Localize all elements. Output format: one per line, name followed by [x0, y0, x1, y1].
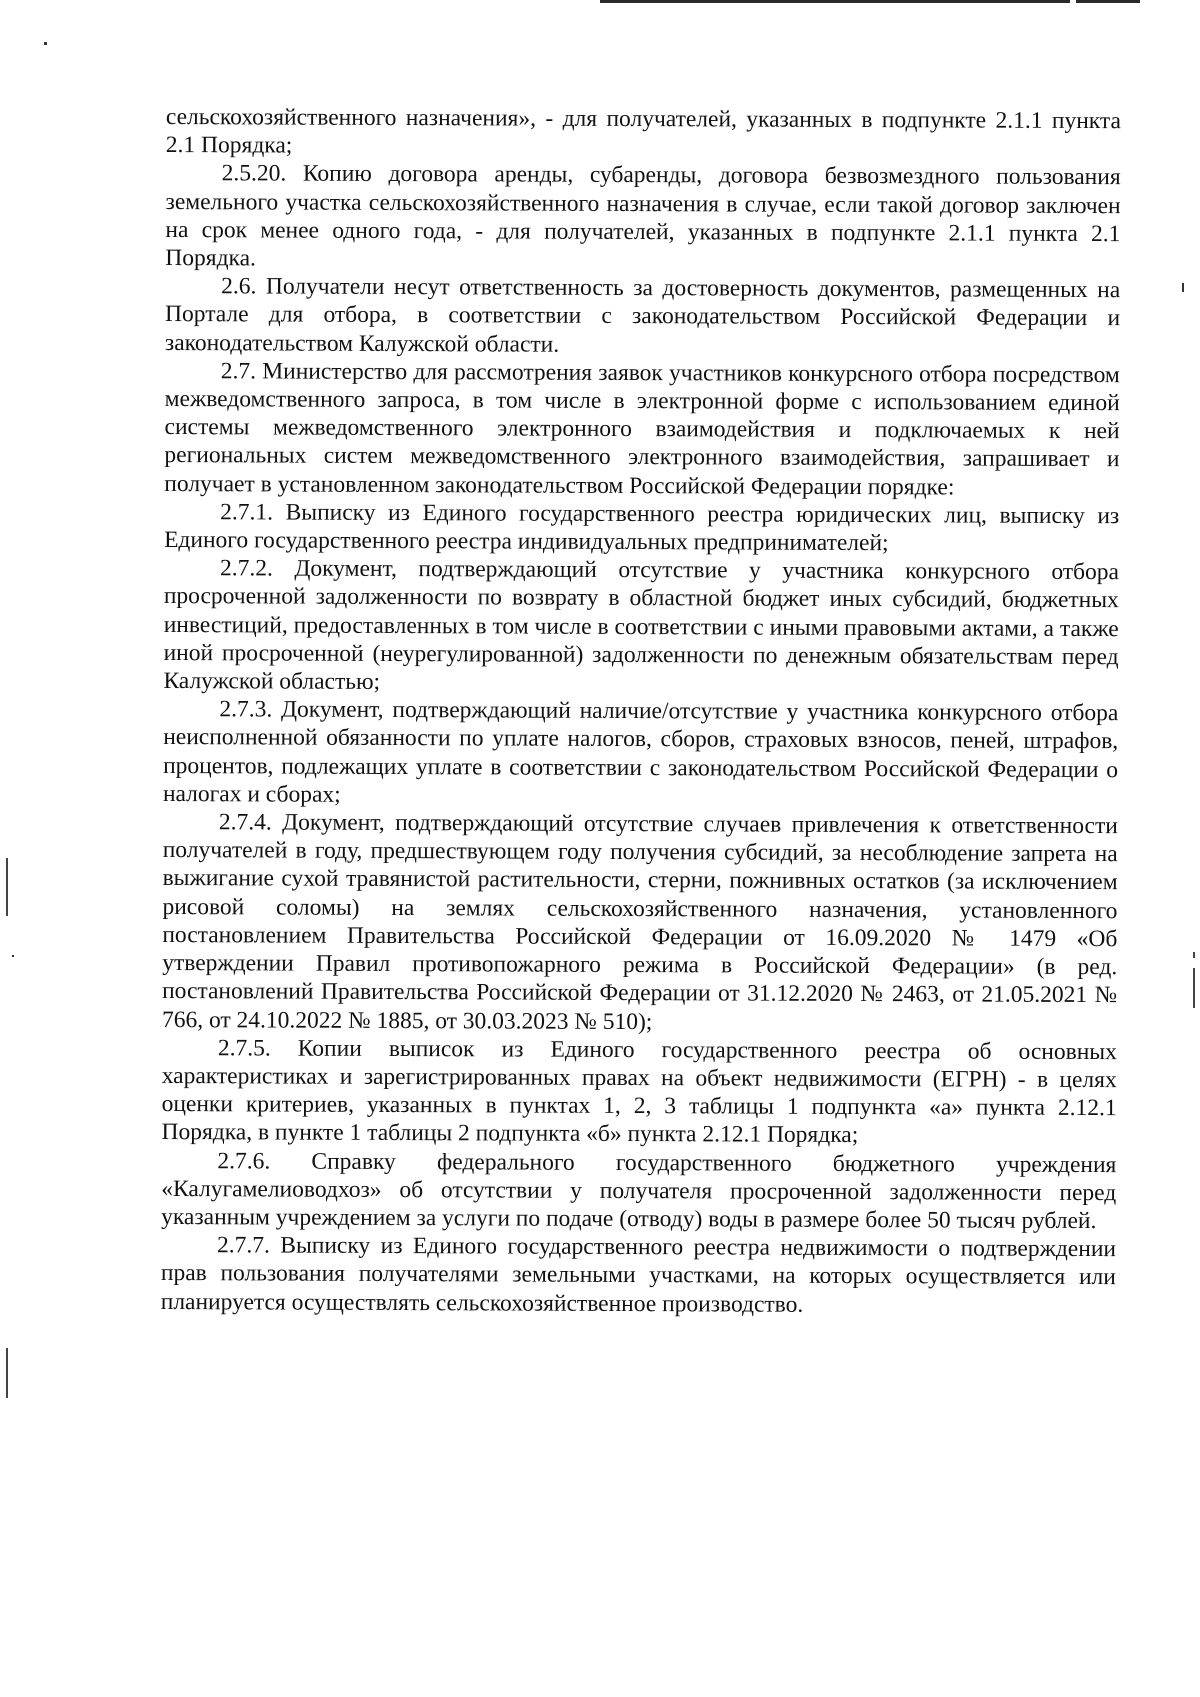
paragraph-2-7: 2.7. Министерство для рассмотрения заявок участников конкурсного отбора посредством межведомственного запроса, в том числе в электронной форме с использованием единой системы межведомственного электронного взаимодействия и подключаемых к ней региональных систем межведомственного электронного взаимодействия, запрашивает и получает в установленном законодательством Российской Федерации порядке: [164, 358, 1120, 501]
scan-margin-mark [6, 1348, 8, 1398]
paragraph-2-6: 2.6. Получатели несут ответственность за достоверность документов, размещенных на Портале для отбора, в соответствии с законодательством Российской Федерации и законодательством Калужской области. [164, 273, 1121, 358]
paragraph-continuation: сельскохозяйственного назначения», - для получателей, указанных в подпункте 2.1.1 пункта 2.1 Порядка; [165, 103, 1121, 159]
scan-margin-mark [1193, 968, 1195, 1008]
scan-speck [12, 955, 14, 957]
scan-speck [1182, 283, 1184, 292]
paragraph-2-7-7: 2.7.7. Выписку из Единого государственного реестра недвижимости о подтверждении прав пользования получателями земельными участками, на которых осуществляется или планируется осуществлять сельскохозяйственное производство. [160, 1232, 1117, 1318]
scan-top-edge-rule [600, 0, 1140, 3]
scan-speck [44, 42, 47, 45]
paragraph-2-7-6: 2.7.6. Справку федерального государственного бюджетного учреждения «Калугамелиоводхоз» об отсутствии у получателя просроченной задолженности перед указанным учреждением за услуги по подаче (отводу) воды в размере более 50 тысяч рублей. [161, 1147, 1117, 1234]
paragraph-2-5-20: 2.5.20. Копию договора аренды, субаренды, договора безвозмездного пользования земельного участка сельскохозяйственного назначения в случае, если такой договор заключен на срок менее одного года, - для получателей, указанных в подпункте 2.1.1 пункта 2.1 Порядка. [165, 160, 1121, 272]
paragraph-2-7-4: 2.7.4. Документ, подтверждающий отсутствие случаев привлечения к ответственности получателей в году, предшествующем году получения субсидий, за несоблюдение запрета на выжигание сухой травянистой растительности, стерни, пожнивных остатков (за исключением рисовой соломы) на землях сельскохозяйственного назначения, установленного постановлением Правительства Российской Федерации от 16.09.2020 № 1479 «Об утверждении Правил противопожарного режима в Российской Федерации» (в ред. постановлений Правительства Российской Федерации от 31.12.2020 № 2463, от 21.05.2021 № 766, от 24.10.2022 № 1885, от 30.03.2023 № 510); [161, 809, 1118, 1035]
paragraph-2-7-2: 2.7.2. Документ, подтверждающий отсутствие у участника конкурсного отбора просроченной задолженности по возврату в областной бюджет иных субсидий, бюджетных инвестиций, предоставленных в том числе в соответствии с иными правовыми актами, а также иной просроченной (неурегулированной) задолженности по денежным обязательствам перед Калужской областью; [163, 555, 1120, 696]
document-body [161, 103, 1121, 1320]
paragraph-2-7-3: 2.7.3. Документ, подтверждающий наличие/отсутствие у участника конкурсного отбора неисполненной обязанности по уплате налогов, сборов, страховых взносов, пеней, штрафов, процентов, подлежащих уплате в соответствии с законодательством Российской Федерации о налогах и сборах; [162, 696, 1119, 808]
paragraph-2-7-5: 2.7.5. Копии выписок из Единого государственного реестра об основных характеристиках и зарегистрированных правах на объект недвижимости (ЕГРН) - в целях оценки критериев, указанных в пунктах 1, 2, 3 таблицы 1 подпункта «а» пункта 2.12.1 Порядка, в пункте 1 таблицы 2 подпункта «б» пункта 2.12.1 Порядка; [161, 1034, 1117, 1149]
scan-margin-mark [6, 858, 8, 916]
scan-margin-mark [1193, 952, 1195, 958]
paragraph-2-7-1: 2.7.1. Выписку из Единого государственного реестра юридических лиц, выписку из Единого государственного реестра индивидуальных предпринимателей; [164, 499, 1120, 557]
